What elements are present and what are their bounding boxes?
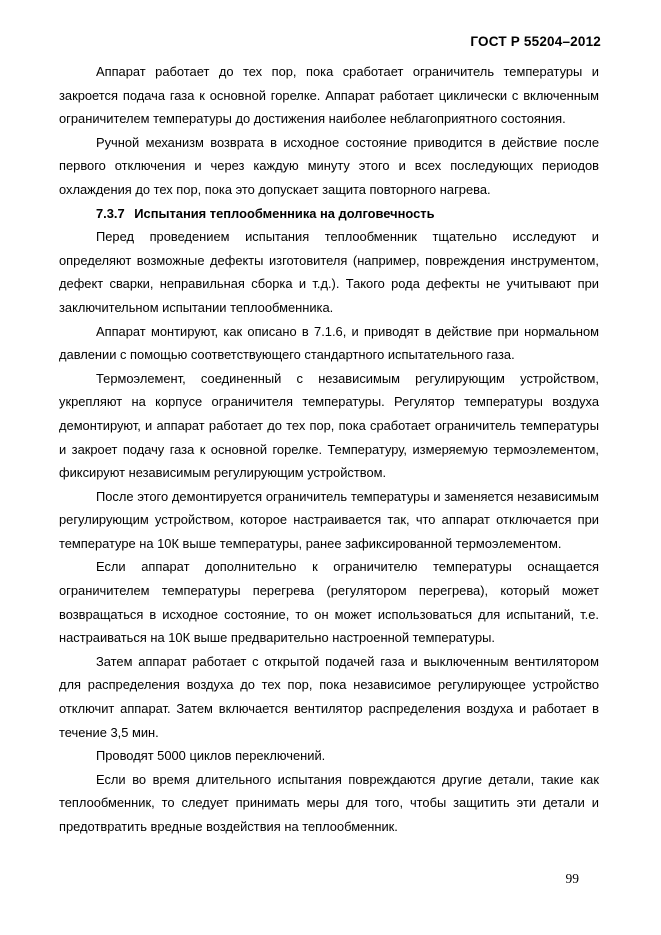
document-body xyxy=(59,60,599,839)
section-title: Испытания теплообменника на долговечность xyxy=(134,205,435,221)
paragraph: Термоэлемент, соединенный с независимым регулирующим устройством, укрепляют на корпусе ограничителя температуры. Регулятор температуры воздуха демонтируют, и аппарат работает до тех пор, пока сработает ограничитель температуры и закроет подачу газа к основной горелке. Температуру, измеряемую термоэлементом, фиксируют независимым регулирующим устройством. xyxy=(59,370,599,481)
paragraph: После этого демонтируется ограничитель температуры и заменяется независимым регулирующим устройством, которое настраивается так, что аппарат отключается при температуре на 10К выше температуры, ранее зафиксированной термоэлементом. xyxy=(59,488,599,551)
paragraph: Если во время длительного испытания повреждаются другие детали, такие как теплообменник, то следует принимать меры для того, чтобы защитить эти детали и предотвратить вредные воздействия на теплообменник. xyxy=(59,771,599,834)
paragraph: Аппарат монтируют, как описано в 7.1.6, и приводят в действие при нормальном давлении с помощью соответствующего стандартного испытательного газа. xyxy=(59,323,599,363)
paragraph: Проводят 5000 циклов переключений. xyxy=(96,748,326,764)
paragraph: Затем аппарат работает с открытой подачей газа и выключенным вентилятором для распределения воздуха до тех пор, пока независимое регулирующее устройство отключит аппарат. Затем включается вентилятор распределения воздуха и работает в течение 3,5 мин. xyxy=(59,653,599,740)
document-header: ГОСТ Р 55204–2012 xyxy=(470,34,601,49)
paragraph: Ручной механизм возврата в исходное состояние приводится в действие после первого отключения и через каждую минуту этого и всех последующих периодов охлаждения до тех пор, пока это допускает защита повторного нагрева. xyxy=(59,134,599,197)
page-number: 99 xyxy=(565,871,579,886)
paragraph: Перед проведением испытания теплообменник тщательно исследуют и определяют возможные дефекты изготовителя (например, повреждения инструментом, дефект сварки, неправильная сборка и т.д.). Такого рода дефекты не учитывают при заключительном испытании теплообменника. xyxy=(59,229,599,315)
paragraph: Если аппарат дополнительно к ограничителю температуры оснащается ограничителем температуры перегрева (регулятором перегрева), который может возвращаться в исходное состояние, то он может использоваться для испытаний, т.е. настраиваться на 10К выше предварительно настроенной температуры. xyxy=(59,559,599,646)
paragraph: Аппарат работает до тех пор, пока сработает ограничитель температуры и закроется подача газа к основной горелке. Аппарат работает циклически с включенным ограничителем температуры до достижения наиболее неблагоприятного состояния. xyxy=(59,64,599,127)
section-heading xyxy=(59,202,599,226)
section-number: 7.3.7 xyxy=(96,205,125,221)
